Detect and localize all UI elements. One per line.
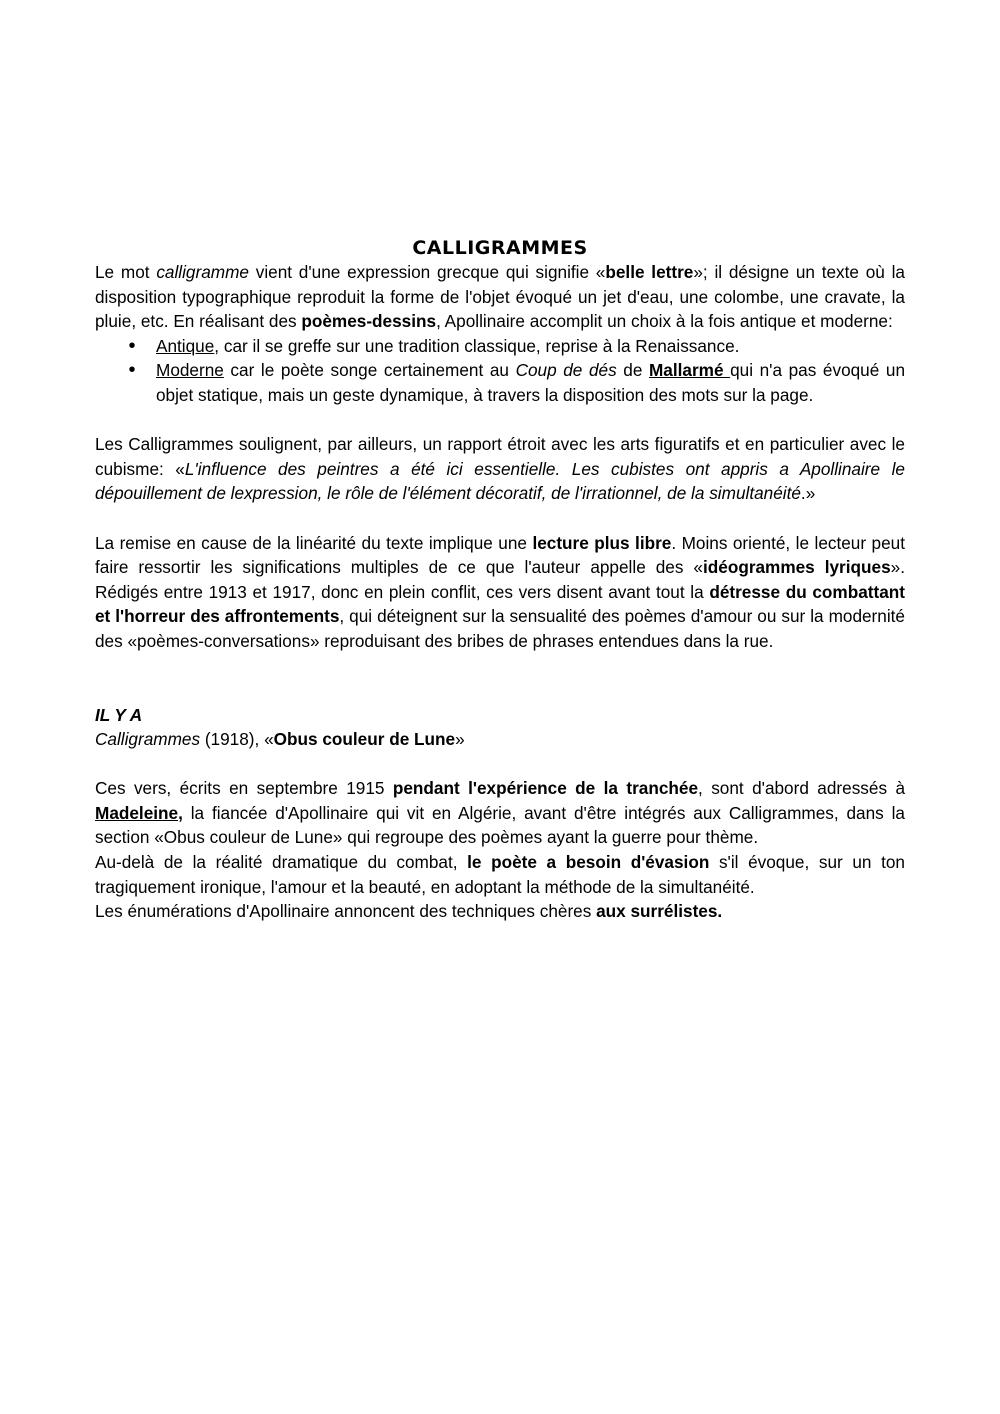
document-title: CALLIGRAMMES [412,237,588,259]
text-run: » [455,729,465,750]
italic-quote: L'influence des peintres a été ici essentielle. Les cubistes ont appris a Apollinaire le dépouillement de lexpression, le rôle de l'élément décoratif, de l'irrationnel, de la simultanéité [95,458,905,504]
spacer [95,752,905,777]
bold-term: détresse du combattant et l'horreur des affrontements [95,581,905,627]
underlined-term: Antique [156,335,215,356]
text-run: .» [800,483,816,504]
text-run: Ces vers, écrits en septembre 1915 [95,778,393,799]
bold-term: pendant l'expérience de la tranchée [392,778,699,799]
italic-term: calligramme [156,262,249,282]
section-source [95,727,905,752]
cubism-paragraph [95,432,905,506]
bullet-item-moderne [156,358,905,407]
text-run: , qui déteignent sur la sensualité des poèmes d'amour ou sur la modernité des «poèmes-conversations» reproduisant des bribes de phrases entendues dans la rue. [95,606,905,651]
bold-term: idéogrammes lyriques [702,557,891,578]
bullet-icon [126,334,138,359]
bold-term: aux surréliste [596,901,708,922]
bold-term: s. [707,901,723,922]
bullet-item-antique [156,334,905,359]
text-run: qui n'a pas évoqué un objet statique, mais un geste dynamique, à travers la disposition des mots sur la page. [156,360,906,405]
text-run: car le poète songe certainement au [223,360,516,381]
text-run: la fiancée d'Apollinaire qui vit en Algérie, avant d'être intégrés aux Calligrammes, dans la section «Obus couleur de Lune» qui regroupe des poèmes ayant la guerre pour thème. [95,802,905,848]
text-run: »; il désigne un texte où la disposition typographique reproduit la forme de l'objet évoqué un jet d'eau, une colombe, une cravate, la pluie, etc. En réalisant des [95,262,905,332]
bold-term: Obus couleur de Lune [273,729,456,750]
surrealism-paragraph [95,899,905,924]
bold-term: belle lettre [605,262,694,282]
bold-underlined-term: Mallarmé [648,360,731,381]
section-heading-text: IL Y A [95,704,143,725]
bold-term: le poète a besoin d'évasion [467,852,710,873]
evasion-paragraph [95,850,905,899]
italic-term: Calligrammes [95,729,201,750]
text-run: Le mot [95,262,157,282]
section-heading [95,703,905,728]
text-run: Au-delà de la réalité dramatique du combat, [95,852,468,873]
bold-term: poèmes-dessins [301,311,437,332]
bullet-icon [126,358,138,383]
underlined-term: Moderne [156,360,224,381]
text-run: , car il se greffe sur une tradition classique, reprise à la Renaissance. [214,335,740,356]
text-run: , sont d'abord adressés à [698,778,906,799]
bullet-list [95,334,905,408]
spacer [95,654,905,703]
text-run: Les énumérations d'Apollinaire annoncent des techniques chères [95,901,597,922]
context-paragraph [95,776,905,850]
text-run: . Moins orienté, le lecteur peut faire ressortir les significations multiples de ce que l'auteur appelle des « [95,532,905,578]
intro-paragraph [95,260,905,334]
text-run: La remise en cause de la linéarité du texte implique une [95,532,533,553]
reading-paragraph [95,531,905,654]
text-run: (1918), « [200,729,274,750]
bold-term: lecture plus libre [532,532,672,553]
bold-underlined-term: Madeleine, [95,802,183,823]
text-run: vient d'une expression grecque qui signifie « [248,262,606,282]
text-run: de [616,360,649,381]
text-run: ». Rédigés entre 1913 et 1917, donc en plein conflit, ces vers disent avant tout la [95,557,905,602]
document-page [95,236,905,924]
text-run: s'il évoque, sur un ton tragiquement ironique, l'amour et la beauté, en adoptant la méthode de la simultanéité. [95,852,905,897]
spacer [95,506,905,531]
spacer [95,408,905,433]
italic-term: Coup de dés [515,360,617,381]
text-run: , Apollinaire accomplit un choix à la fois antique et moderne: [436,311,893,332]
text-run: Les Calligrammes soulignent, par ailleurs, un rapport étroit avec les arts figuratifs et en particulier avec le cubisme: « [95,434,905,479]
